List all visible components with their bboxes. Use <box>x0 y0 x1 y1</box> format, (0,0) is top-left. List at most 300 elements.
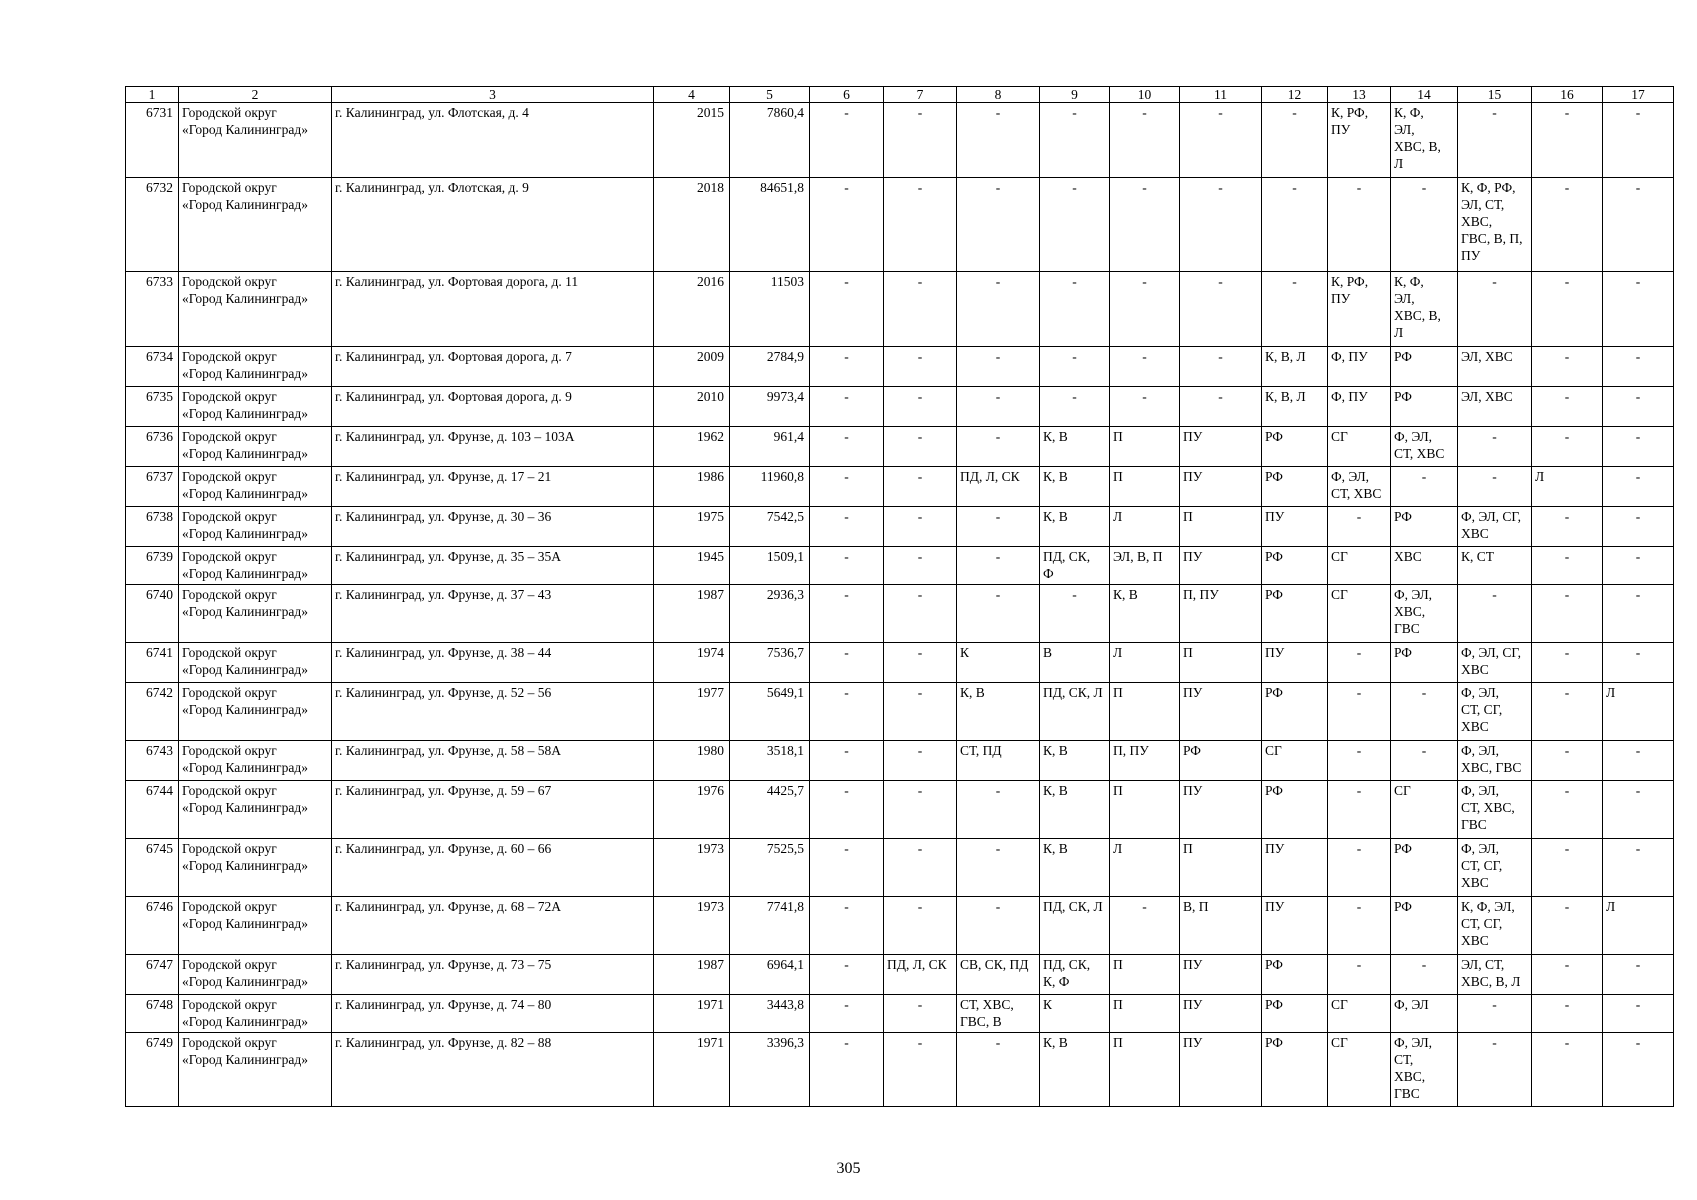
cell-col-3: г. Калининград, ул. Фрунзе, д. 17 – 21 <box>332 467 654 507</box>
column-header-10: 10 <box>1110 87 1180 103</box>
cell-col-5: 3518,1 <box>730 741 810 781</box>
cell-col-9: - <box>1040 347 1110 387</box>
cell-col-7: - <box>884 897 957 955</box>
cell-col-9: ПД, СК, Л <box>1040 897 1110 955</box>
column-header-11: 11 <box>1180 87 1262 103</box>
cell-col-14: Ф, ЭЛ, ХВС, ГВС <box>1391 585 1458 643</box>
column-header-1: 1 <box>126 87 179 103</box>
column-header-5: 5 <box>730 87 810 103</box>
cell-col-8: СТ, ПД <box>957 741 1040 781</box>
table-row <box>126 1033 1674 1107</box>
cell-col-17: - <box>1603 507 1674 547</box>
cell-col-16: - <box>1532 387 1603 427</box>
cell-col-14: - <box>1391 178 1458 272</box>
cell-col-16: - <box>1532 995 1603 1033</box>
cell-col-10: - <box>1110 897 1180 955</box>
cell-col-4: 1973 <box>654 839 730 897</box>
cell-col-3: г. Калининград, ул. Фрунзе, д. 38 – 44 <box>332 643 654 683</box>
cell-col-12: СГ <box>1262 741 1328 781</box>
column-header-13: 13 <box>1328 87 1391 103</box>
cell-col-8: - <box>957 347 1040 387</box>
cell-col-7: ПД, Л, СК <box>884 955 957 995</box>
table-row <box>126 467 1674 507</box>
table-body <box>126 103 1674 1107</box>
cell-col-3: г. Калининград, ул. Флотская, д. 4 <box>332 103 654 178</box>
cell-col-2: Городской округ «Город Калининград» <box>179 467 332 507</box>
cell-col-11: П <box>1180 643 1262 683</box>
cell-col-1: 6744 <box>126 781 179 839</box>
cell-col-10: - <box>1110 387 1180 427</box>
cell-col-13: СГ <box>1328 427 1391 467</box>
cell-col-7: - <box>884 839 957 897</box>
cell-col-12: ПУ <box>1262 839 1328 897</box>
cell-col-16: - <box>1532 781 1603 839</box>
cell-col-8: - <box>957 178 1040 272</box>
column-header-6: 6 <box>810 87 884 103</box>
cell-col-7: - <box>884 585 957 643</box>
cell-col-15: - <box>1458 995 1532 1033</box>
cell-col-15: ЭЛ, ХВС <box>1458 387 1532 427</box>
cell-col-4: 1980 <box>654 741 730 781</box>
cell-col-2: Городской округ «Город Калининград» <box>179 955 332 995</box>
cell-col-13: Ф, ПУ <box>1328 387 1391 427</box>
cell-col-5: 84651,8 <box>730 178 810 272</box>
cell-col-15: Ф, ЭЛ, СГ, ХВС <box>1458 507 1532 547</box>
cell-col-8: - <box>957 387 1040 427</box>
cell-col-9: - <box>1040 103 1110 178</box>
cell-col-7: - <box>884 103 957 178</box>
cell-col-14: РФ <box>1391 387 1458 427</box>
cell-col-8: - <box>957 272 1040 347</box>
cell-col-1: 6747 <box>126 955 179 995</box>
cell-col-8: К, В <box>957 683 1040 741</box>
cell-col-2: Городской округ «Город Калининград» <box>179 839 332 897</box>
cell-col-14: - <box>1391 741 1458 781</box>
cell-col-11: - <box>1180 178 1262 272</box>
cell-col-13: - <box>1328 178 1391 272</box>
cell-col-9: ПД, СК, Л <box>1040 683 1110 741</box>
cell-col-17: - <box>1603 741 1674 781</box>
cell-col-11: ПУ <box>1180 955 1262 995</box>
cell-col-7: - <box>884 643 957 683</box>
table-row <box>126 507 1674 547</box>
cell-col-5: 5649,1 <box>730 683 810 741</box>
register-table <box>125 86 1674 1107</box>
table-row <box>126 897 1674 955</box>
cell-col-15: К, Ф, РФ, ЭЛ, СТ, ХВС, ГВС, В, П, ПУ <box>1458 178 1532 272</box>
cell-col-4: 2015 <box>654 103 730 178</box>
column-header-15: 15 <box>1458 87 1532 103</box>
cell-col-13: Ф, ПУ <box>1328 347 1391 387</box>
cell-col-17: Л <box>1603 897 1674 955</box>
cell-col-3: г. Калининград, ул. Флотская, д. 9 <box>332 178 654 272</box>
cell-col-5: 7741,8 <box>730 897 810 955</box>
cell-col-14: - <box>1391 683 1458 741</box>
cell-col-13: К, РФ, ПУ <box>1328 103 1391 178</box>
cell-col-11: П <box>1180 839 1262 897</box>
cell-col-2: Городской округ «Город Калининград» <box>179 781 332 839</box>
cell-col-15: Ф, ЭЛ, СГ, ХВС <box>1458 643 1532 683</box>
cell-col-4: 1987 <box>654 955 730 995</box>
cell-col-13: - <box>1328 955 1391 995</box>
cell-col-10: П <box>1110 427 1180 467</box>
cell-col-1: 6737 <box>126 467 179 507</box>
cell-col-10: - <box>1110 347 1180 387</box>
cell-col-6: - <box>810 897 884 955</box>
table-row <box>126 781 1674 839</box>
cell-col-14: РФ <box>1391 507 1458 547</box>
cell-col-15: Ф, ЭЛ, СТ, СГ, ХВС <box>1458 683 1532 741</box>
cell-col-15: ЭЛ, ХВС <box>1458 347 1532 387</box>
cell-col-12: РФ <box>1262 995 1328 1033</box>
column-header-2: 2 <box>179 87 332 103</box>
cell-col-17: - <box>1603 839 1674 897</box>
cell-col-13: Ф, ЭЛ, СТ, ХВС <box>1328 467 1391 507</box>
cell-col-5: 3443,8 <box>730 995 810 1033</box>
cell-col-11: В, П <box>1180 897 1262 955</box>
cell-col-13: К, РФ, ПУ <box>1328 272 1391 347</box>
cell-col-16: - <box>1532 178 1603 272</box>
cell-col-10: П, ПУ <box>1110 741 1180 781</box>
cell-col-4: 2018 <box>654 178 730 272</box>
cell-col-10: - <box>1110 103 1180 178</box>
column-header-16: 16 <box>1532 87 1603 103</box>
cell-col-17: - <box>1603 643 1674 683</box>
cell-col-1: 6749 <box>126 1033 179 1107</box>
table-row <box>126 839 1674 897</box>
cell-col-12: ПУ <box>1262 643 1328 683</box>
cell-col-5: 7536,7 <box>730 643 810 683</box>
cell-col-17: - <box>1603 347 1674 387</box>
cell-col-17: - <box>1603 547 1674 585</box>
cell-col-5: 11960,8 <box>730 467 810 507</box>
cell-col-1: 6743 <box>126 741 179 781</box>
cell-col-15: - <box>1458 1033 1532 1107</box>
column-header-8: 8 <box>957 87 1040 103</box>
cell-col-3: г. Калининград, ул. Фортовая дорога, д. 9 <box>332 387 654 427</box>
cell-col-13: - <box>1328 781 1391 839</box>
cell-col-5: 2784,9 <box>730 347 810 387</box>
cell-col-6: - <box>810 955 884 995</box>
cell-col-11: П <box>1180 507 1262 547</box>
cell-col-12: РФ <box>1262 1033 1328 1107</box>
cell-col-17: - <box>1603 995 1674 1033</box>
cell-col-12: РФ <box>1262 427 1328 467</box>
table-row <box>126 272 1674 347</box>
cell-col-2: Городской округ «Город Калининград» <box>179 1033 332 1107</box>
cell-col-5: 7542,5 <box>730 507 810 547</box>
cell-col-7: - <box>884 781 957 839</box>
cell-col-10: П <box>1110 683 1180 741</box>
cell-col-3: г. Калининград, ул. Фрунзе, д. 52 – 56 <box>332 683 654 741</box>
cell-col-1: 6735 <box>126 387 179 427</box>
cell-col-12: РФ <box>1262 781 1328 839</box>
cell-col-14: - <box>1391 467 1458 507</box>
cell-col-10: П <box>1110 955 1180 995</box>
cell-col-13: СГ <box>1328 1033 1391 1107</box>
cell-col-13: - <box>1328 643 1391 683</box>
cell-col-6: - <box>810 427 884 467</box>
column-header-7: 7 <box>884 87 957 103</box>
cell-col-11: ПУ <box>1180 427 1262 467</box>
cell-col-6: - <box>810 741 884 781</box>
cell-col-17: - <box>1603 387 1674 427</box>
column-number-row <box>126 87 1674 103</box>
cell-col-15: Ф, ЭЛ, СТ, ХВС, ГВС <box>1458 781 1532 839</box>
cell-col-2: Городской округ «Город Калининград» <box>179 103 332 178</box>
cell-col-5: 9973,4 <box>730 387 810 427</box>
cell-col-9: К, В <box>1040 467 1110 507</box>
cell-col-16: - <box>1532 955 1603 995</box>
cell-col-6: - <box>810 103 884 178</box>
cell-col-6: - <box>810 683 884 741</box>
cell-col-5: 961,4 <box>730 427 810 467</box>
cell-col-12: РФ <box>1262 585 1328 643</box>
cell-col-17: Л <box>1603 683 1674 741</box>
cell-col-1: 6741 <box>126 643 179 683</box>
cell-col-2: Городской округ «Город Калининград» <box>179 387 332 427</box>
cell-col-14: ХВС <box>1391 547 1458 585</box>
cell-col-16: - <box>1532 897 1603 955</box>
cell-col-14: Ф, ЭЛ, СТ, ХВС, ГВС <box>1391 1033 1458 1107</box>
cell-col-2: Городской округ «Город Калининград» <box>179 683 332 741</box>
table-row <box>126 387 1674 427</box>
cell-col-7: - <box>884 467 957 507</box>
cell-col-9: В <box>1040 643 1110 683</box>
cell-col-8: - <box>957 427 1040 467</box>
cell-col-2: Городской округ «Город Калининград» <box>179 585 332 643</box>
cell-col-6: - <box>810 839 884 897</box>
cell-col-1: 6746 <box>126 897 179 955</box>
cell-col-14: Ф, ЭЛ <box>1391 995 1458 1033</box>
cell-col-5: 1509,1 <box>730 547 810 585</box>
column-header-12: 12 <box>1262 87 1328 103</box>
cell-col-7: - <box>884 547 957 585</box>
cell-col-10: К, В <box>1110 585 1180 643</box>
table-row <box>126 741 1674 781</box>
cell-col-9: - <box>1040 585 1110 643</box>
cell-col-6: - <box>810 781 884 839</box>
cell-col-9: - <box>1040 387 1110 427</box>
cell-col-13: СГ <box>1328 547 1391 585</box>
cell-col-16: - <box>1532 547 1603 585</box>
cell-col-3: г. Калининград, ул. Фортовая дорога, д. 7 <box>332 347 654 387</box>
cell-col-1: 6732 <box>126 178 179 272</box>
column-header-14: 14 <box>1391 87 1458 103</box>
cell-col-11: - <box>1180 103 1262 178</box>
cell-col-12: РФ <box>1262 955 1328 995</box>
cell-col-2: Городской округ «Город Калининград» <box>179 995 332 1033</box>
cell-col-17: - <box>1603 467 1674 507</box>
cell-col-8: - <box>957 839 1040 897</box>
cell-col-16: - <box>1532 1033 1603 1107</box>
cell-col-14: РФ <box>1391 643 1458 683</box>
cell-col-15: Ф, ЭЛ, ХВС, ГВС <box>1458 741 1532 781</box>
cell-col-8: К <box>957 643 1040 683</box>
cell-col-17: - <box>1603 585 1674 643</box>
cell-col-15: - <box>1458 467 1532 507</box>
cell-col-2: Городской округ «Город Калининград» <box>179 897 332 955</box>
cell-col-13: - <box>1328 741 1391 781</box>
cell-col-4: 1971 <box>654 995 730 1033</box>
cell-col-11: РФ <box>1180 741 1262 781</box>
table-row <box>126 585 1674 643</box>
cell-col-9: К, В <box>1040 741 1110 781</box>
cell-col-5: 11503 <box>730 272 810 347</box>
cell-col-4: 1986 <box>654 467 730 507</box>
cell-col-3: г. Калининград, ул. Фрунзе, д. 59 – 67 <box>332 781 654 839</box>
column-header-3: 3 <box>332 87 654 103</box>
cell-col-9: - <box>1040 178 1110 272</box>
cell-col-3: г. Калининград, ул. Фрунзе, д. 60 – 66 <box>332 839 654 897</box>
cell-col-1: 6748 <box>126 995 179 1033</box>
cell-col-10: ЭЛ, В, П <box>1110 547 1180 585</box>
cell-col-6: - <box>810 995 884 1033</box>
cell-col-1: 6739 <box>126 547 179 585</box>
cell-col-16: - <box>1532 839 1603 897</box>
cell-col-4: 2016 <box>654 272 730 347</box>
cell-col-14: К, Ф, ЭЛ, ХВС, В, Л <box>1391 103 1458 178</box>
cell-col-14: РФ <box>1391 839 1458 897</box>
cell-col-16: - <box>1532 272 1603 347</box>
cell-col-6: - <box>810 387 884 427</box>
cell-col-10: Л <box>1110 643 1180 683</box>
cell-col-3: г. Калининград, ул. Фрунзе, д. 30 – 36 <box>332 507 654 547</box>
cell-col-3: г. Калининград, ул. Фрунзе, д. 35 – 35А <box>332 547 654 585</box>
cell-col-17: - <box>1603 781 1674 839</box>
cell-col-1: 6745 <box>126 839 179 897</box>
column-header-9: 9 <box>1040 87 1110 103</box>
cell-col-2: Городской округ «Город Калининград» <box>179 507 332 547</box>
cell-col-11: ПУ <box>1180 995 1262 1033</box>
cell-col-7: - <box>884 507 957 547</box>
cell-col-6: - <box>810 643 884 683</box>
table-row <box>126 683 1674 741</box>
cell-col-13: СГ <box>1328 995 1391 1033</box>
page-number: 305 <box>836 1160 861 1177</box>
cell-col-8: - <box>957 547 1040 585</box>
table-row <box>126 103 1674 178</box>
cell-col-1: 6738 <box>126 507 179 547</box>
cell-col-17: - <box>1603 955 1674 995</box>
cell-col-8: - <box>957 781 1040 839</box>
cell-col-7: - <box>884 178 957 272</box>
cell-col-2: Городской округ «Город Калининград» <box>179 178 332 272</box>
cell-col-9: К, В <box>1040 427 1110 467</box>
cell-col-6: - <box>810 178 884 272</box>
cell-col-11: - <box>1180 272 1262 347</box>
cell-col-16: Л <box>1532 467 1603 507</box>
cell-col-16: - <box>1532 427 1603 467</box>
cell-col-5: 4425,7 <box>730 781 810 839</box>
cell-col-14: - <box>1391 955 1458 995</box>
cell-col-3: г. Калининград, ул. Фрунзе, д. 82 – 88 <box>332 1033 654 1107</box>
cell-col-16: - <box>1532 585 1603 643</box>
cell-col-4: 1971 <box>654 1033 730 1107</box>
cell-col-12: - <box>1262 272 1328 347</box>
cell-col-9: К, В <box>1040 507 1110 547</box>
cell-col-7: - <box>884 272 957 347</box>
cell-col-1: 6733 <box>126 272 179 347</box>
cell-col-11: ПУ <box>1180 683 1262 741</box>
cell-col-8: - <box>957 1033 1040 1107</box>
cell-col-15: ЭЛ, СТ, ХВС, В, Л <box>1458 955 1532 995</box>
cell-col-4: 1973 <box>654 897 730 955</box>
table-row <box>126 427 1674 467</box>
cell-col-16: - <box>1532 103 1603 178</box>
cell-col-12: РФ <box>1262 683 1328 741</box>
cell-col-16: - <box>1532 347 1603 387</box>
cell-col-13: - <box>1328 839 1391 897</box>
cell-col-11: - <box>1180 387 1262 427</box>
cell-col-3: г. Калининград, ул. Фрунзе, д. 58 – 58А <box>332 741 654 781</box>
cell-col-9: К, В <box>1040 1033 1110 1107</box>
cell-col-5: 6964,1 <box>730 955 810 995</box>
cell-col-6: - <box>810 585 884 643</box>
cell-col-12: К, В, Л <box>1262 347 1328 387</box>
cell-col-11: ПУ <box>1180 467 1262 507</box>
cell-col-6: - <box>810 347 884 387</box>
cell-col-4: 1962 <box>654 427 730 467</box>
cell-col-12: К, В, Л <box>1262 387 1328 427</box>
column-header-17: 17 <box>1603 87 1674 103</box>
cell-col-10: П <box>1110 467 1180 507</box>
cell-col-7: - <box>884 1033 957 1107</box>
cell-col-12: ПУ <box>1262 897 1328 955</box>
cell-col-3: г. Калининград, ул. Фрунзе, д. 68 – 72А <box>332 897 654 955</box>
cell-col-8: СВ, СК, ПД <box>957 955 1040 995</box>
cell-col-12: РФ <box>1262 467 1328 507</box>
cell-col-8: - <box>957 897 1040 955</box>
cell-col-16: - <box>1532 683 1603 741</box>
column-header-4: 4 <box>654 87 730 103</box>
cell-col-13: - <box>1328 507 1391 547</box>
cell-col-13: СГ <box>1328 585 1391 643</box>
table-header <box>126 87 1674 103</box>
cell-col-1: 6740 <box>126 585 179 643</box>
cell-col-11: П, ПУ <box>1180 585 1262 643</box>
cell-col-2: Городской округ «Город Калининград» <box>179 427 332 467</box>
cell-col-7: - <box>884 683 957 741</box>
cell-col-15: - <box>1458 103 1532 178</box>
cell-col-4: 1945 <box>654 547 730 585</box>
cell-col-3: г. Калининград, ул. Фортовая дорога, д. 11 <box>332 272 654 347</box>
cell-col-9: К <box>1040 995 1110 1033</box>
cell-col-7: - <box>884 347 957 387</box>
cell-col-7: - <box>884 741 957 781</box>
cell-col-12: - <box>1262 178 1328 272</box>
cell-col-6: - <box>810 1033 884 1107</box>
cell-col-1: 6731 <box>126 103 179 178</box>
cell-col-10: П <box>1110 781 1180 839</box>
cell-col-14: РФ <box>1391 897 1458 955</box>
cell-col-12: РФ <box>1262 547 1328 585</box>
cell-col-7: - <box>884 387 957 427</box>
cell-col-7: - <box>884 427 957 467</box>
cell-col-5: 7860,4 <box>730 103 810 178</box>
cell-col-2: Городской округ «Город Калининград» <box>179 547 332 585</box>
table-row <box>126 995 1674 1033</box>
cell-col-15: К, Ф, ЭЛ, СТ, СГ, ХВС <box>1458 897 1532 955</box>
cell-col-3: г. Калининград, ул. Фрунзе, д. 37 – 43 <box>332 585 654 643</box>
cell-col-16: - <box>1532 741 1603 781</box>
cell-col-9: ПД, СК, К, Ф <box>1040 955 1110 995</box>
cell-col-5: 3396,3 <box>730 1033 810 1107</box>
cell-col-10: - <box>1110 272 1180 347</box>
cell-col-3: г. Калининград, ул. Фрунзе, д. 74 – 80 <box>332 995 654 1033</box>
cell-col-3: г. Калининград, ул. Фрунзе, д. 73 – 75 <box>332 955 654 995</box>
cell-col-8: СТ, ХВС, ГВС, В <box>957 995 1040 1033</box>
